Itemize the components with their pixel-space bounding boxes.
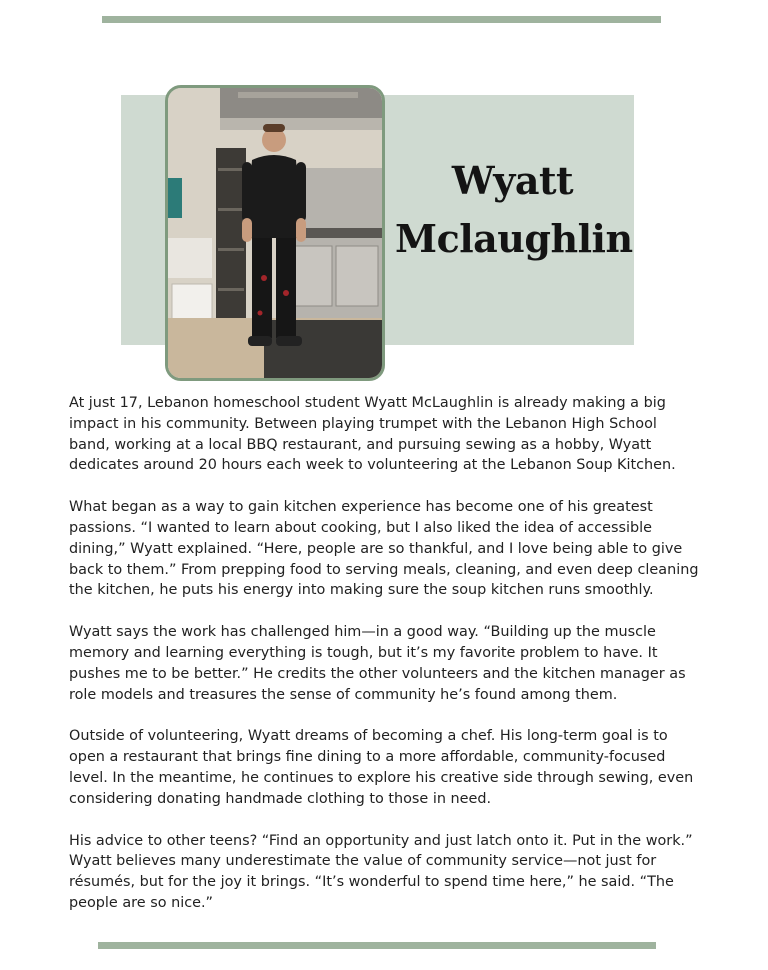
kitchen-photo-illustration <box>168 88 382 378</box>
paragraph-3: Wyatt says the work has challenged him—in a good way. “Building up the muscle memory and learning everything is tough, but it’s my favorite problem to have. It pushes me to be better.” He credits the other volunteers and the kitchen manager as role models and treasures the sense of community he’s found among them. <box>69 624 686 703</box>
paragraph-4: Outside of volunteering, Wyatt dreams of becoming a chef. His long-term goal is to open a restaurant that brings fine dining to a more affordable, community-focused level. In the meantime, he continues to explore his creative side through sewing, even considering donating handmade clothing to those in need. <box>69 728 694 807</box>
bottom-divider <box>98 942 656 949</box>
name-last: Mclaughlin <box>395 216 633 261</box>
paragraph-2: What began as a way to gain kitchen experience has become one of his greatest passions. “I wanted to learn about cooking, but I also liked the idea of accessible dining,” Wyatt explained. “Here, people are so thankful, and I love being able to give back to them.” From prepping food to serving meals, cleaning, and even deep cleaning the kitchen, he puts his energy into making sure the soup kitchen runs smoothly. <box>69 499 699 599</box>
paragraph-1: At just 17, Lebanon homeschool student Wyatt McLaughlin is already making a big impact in his community. Between playing trumpet with the Lebanon High School band, working at a local BBQ restaurant, and pursuing sewing as a hobby, Wyatt dedicates around 20 hours each week to volunteering at the Lebanon Soup Kitchen. <box>69 395 676 474</box>
profile-name-heading <box>395 152 633 268</box>
profile-photo <box>165 85 385 381</box>
top-divider <box>102 16 661 23</box>
name-first: Wyatt <box>451 158 574 203</box>
paragraph-5: His advice to other teens? “Find an opportunity and just latch onto it. Put in the work.” Wyatt believes many underestimate the value of community service—not just for résumés, but for the joy it brings. “It’s wonderful to spend time here,” he said. “The people are so nice.” <box>69 832 693 911</box>
article-body <box>69 393 701 935</box>
